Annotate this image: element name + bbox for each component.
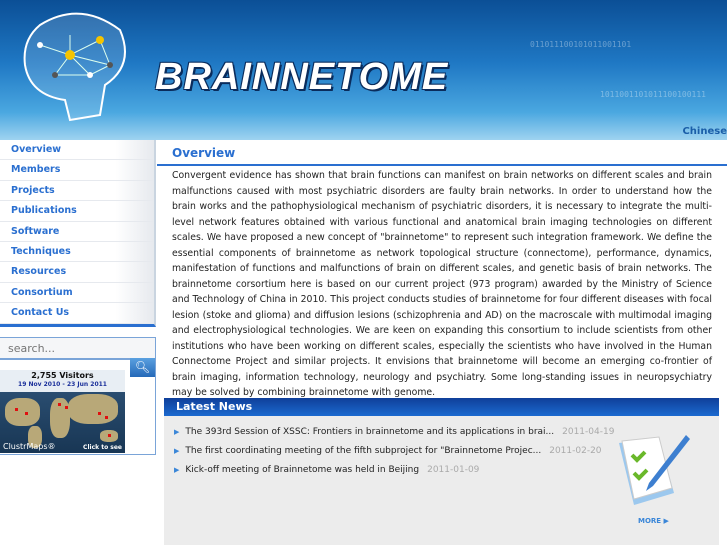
clustrmaps-logo: ClustrMaps®	[3, 442, 56, 451]
bullet-icon: ▶	[174, 447, 180, 455]
menu-item-projects[interactable]: Projects	[0, 181, 154, 201]
notepad-pen-icon	[614, 433, 694, 508]
menu-item-contact-us[interactable]: Contact Us	[0, 303, 154, 323]
news-item[interactable]	[174, 446, 602, 456]
visitor-date-range: 19 Nov 2010 - 23 Jun 2011	[18, 381, 107, 388]
page-title: Overview	[172, 146, 236, 160]
menu-item-techniques[interactable]: Techniques	[0, 242, 154, 262]
news-date: 2011-04-19	[562, 427, 615, 437]
binary-decoration: 1011001101011100100111	[600, 90, 706, 99]
news-date: 2011-01-09	[427, 465, 480, 475]
search-icon: 🔍︎	[134, 360, 151, 374]
menu-item-software[interactable]: Software	[0, 222, 154, 242]
search-button[interactable]	[130, 358, 155, 377]
more-label: MORE	[638, 517, 662, 525]
overview-text: Convergent evidence has shown that brain functions can manifest on brain networks on different scales and brain malfunctions caused with most psychiatric disorders are faulty brain networks. In order to understand how the brain works and the pathophysiological mechanism of psychiatric disorders, it is necessary to integrate the multi-level network features obtained with various functional and anatomical brain imaging technologies on different scales. We have proposed a new concept of "brainnetome" to represent such integration framework. We define the essential components of brainnetome as network topological structure (connectome), performance, dynamics, manifestation of functions and malfunctions of brain on different scales, and genetic basis of brain networks. The brainnetome corsortium here is based on our current project (973 program) awarded by the Ministry of Science and Technology of China in 2010. This project conducts studies of brainnetome for four different diseases with focal lesion (stoke and glioma) and diffusion lesions (schizophrenia and AD) on the macroscale with multimodal imaging and electrophysiological technologies. We are keen on expanding this consortium to include scientists from other institutions who have been working on different scales, especially the scientists who have involved in the Human Connectome Project and similar projects. It envisions that brainnetome will become an emerging co-frontier of brain imaging, information technology, neurology and psychiatry. Some long-standing issues in neuropsychiatry may be solved by combining brainnetome with genome.	[172, 170, 712, 398]
bullet-icon: ▶	[174, 466, 180, 474]
bullet-icon: ▶	[174, 428, 180, 436]
more-news-link[interactable]: MORE ▶	[638, 517, 669, 525]
news-title[interactable]: Kick-off meeting of Brainnetome was held in Beijing	[185, 465, 420, 475]
menu-item-members[interactable]: Members	[0, 160, 154, 180]
brain-network-icon	[10, 5, 150, 130]
click-to-see-link[interactable]: Click to see	[83, 444, 122, 451]
main-menu	[0, 140, 156, 327]
menu-item-publications[interactable]: Publications	[0, 201, 154, 221]
binary-decoration: 011011100101011001101	[530, 40, 632, 49]
news-title[interactable]: The 393rd Session of XSSC: Frontiers in brainnetome and its applications in brai...	[185, 427, 555, 437]
menu-item-consortium[interactable]: Consortium	[0, 283, 154, 303]
chinese-language-link[interactable]: Chinese	[682, 126, 727, 137]
clustrmap-widget[interactable]	[0, 370, 125, 453]
news-item[interactable]	[174, 465, 479, 475]
menu-item-overview[interactable]: Overview	[0, 140, 154, 160]
latest-news-heading: Latest News	[164, 398, 719, 416]
menu-item-resources[interactable]: Resources	[0, 262, 154, 282]
search-input[interactable]	[0, 337, 156, 359]
site-logo[interactable]: BRAINNETOME	[155, 56, 449, 98]
news-item[interactable]	[174, 427, 614, 437]
news-title[interactable]: The first coordinating meeting of the fifth subproject for "Brainnetome Projec...	[185, 446, 542, 456]
latest-news-panel	[164, 398, 719, 545]
divider	[157, 164, 727, 166]
site-header	[0, 0, 727, 140]
visitor-count: 2,755 Visitors	[31, 371, 94, 380]
news-date: 2011-02-20	[549, 446, 602, 456]
